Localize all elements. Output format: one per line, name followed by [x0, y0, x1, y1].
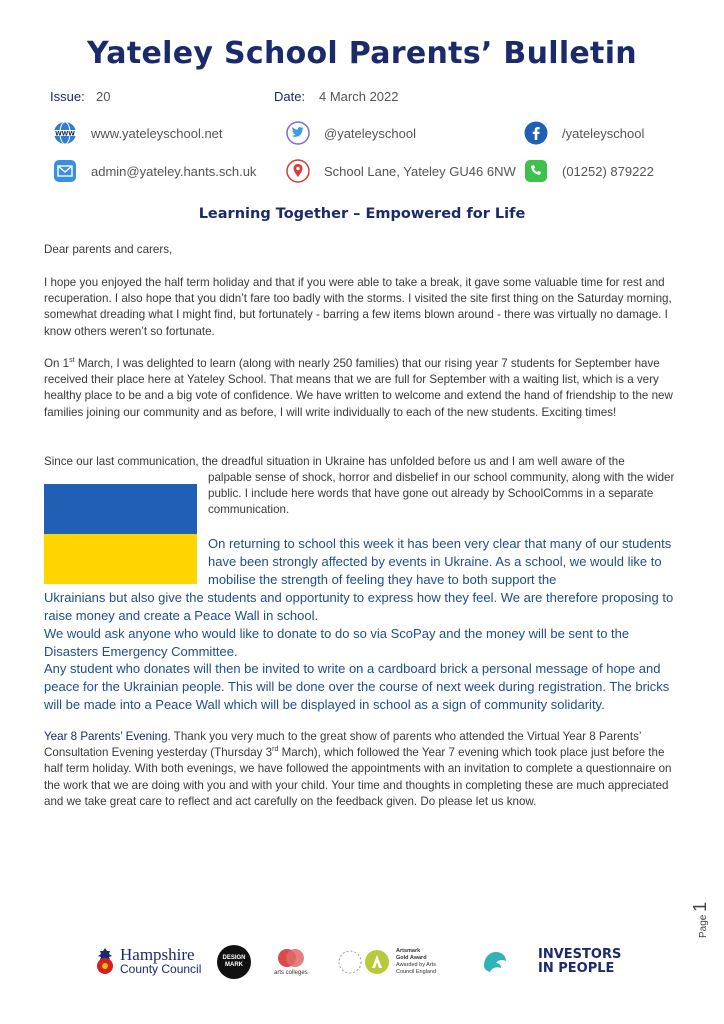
twitter-icon [286, 121, 310, 145]
page-number [690, 902, 711, 938]
twitter-text[interactable]: @yateleyschool [324, 125, 416, 141]
bulletin-title: Yateley School Parents’ Bulletin [87, 36, 637, 71]
address-contact [286, 159, 516, 183]
hampshire-logo: Hampshire County Council [94, 946, 201, 978]
design-mark-logo: DESIGN MARK [217, 945, 251, 979]
paragraph-ukraine-continued: palpable sense of shock, horror and disbelief in our school community, along with the wider public. I include here words that have gone out already by SchoolComms in a separate communication. [208, 471, 675, 517]
arts-colleges-logo: arts colleges [274, 946, 308, 976]
paragraph-half-term: I hope you enjoyed the half term holiday and that if you were able to take a break, it gave some valuable time for rest and recuperation. I also hope that you didn’t fare too badly with the storms. I visited the site first thing on the Saturday morning, somewhat dreading what I might find, but fortunately - barring a few items blown around - there was virtually no damage. I know others weren’t so fortunate. [44, 276, 672, 338]
date-label: Date: [274, 89, 306, 104]
quote-returning-to-school: On returning to school this week it has been very clear that many of our students have been strongly affected by events in Ukraine. As a school, we would like to mobilise the strength of feeling they have to both support the [208, 536, 672, 587]
phone-contact[interactable] [524, 159, 654, 183]
location-pin-icon [286, 159, 310, 183]
flag-yellow-stripe [44, 534, 197, 584]
svg-text:WWW: WWW [55, 130, 75, 138]
email-text[interactable]: admin@yateley.hants.sch.uk [91, 163, 257, 179]
website-text[interactable]: www.yateleyschool.net [91, 125, 223, 141]
greeting: Dear parents and carers, [44, 243, 173, 256]
facebook-contact[interactable] [524, 121, 644, 145]
page-label: Page [698, 914, 709, 938]
paragraph-year8-evening: Year 8 Parents’ Evening. Thank you very much to the great show of parents who attended the Virtual Year 8 Parents’ Consultation Evening yesterday (Thursday 3rd March), which followed the Year 7 evening which took place just before the half term holiday. With both evenings, we have followed the appointments with an invitation to complete a questionnaire on the work that we are doing with you and with your child. Your time and thoughts in completing these are much appreciated and we take great care to reflect and act carefully on the feedback given. Do please let us know. [44, 730, 672, 808]
page-number-value: 1 [690, 901, 710, 912]
year8-heading: Year 8 Parents’ Evening [44, 730, 168, 743]
quote-donations: We would ask anyone who would like to donate to do so via ScoPay and the money will be sent to the Disasters Emergency Committee. [44, 626, 630, 659]
footer-logos [0, 942, 724, 986]
facebook-text[interactable]: /yateleyschool [562, 125, 645, 141]
envelope-icon [53, 159, 77, 183]
issue-value: 20 [96, 89, 111, 104]
twitter-contact[interactable] [286, 121, 416, 145]
quote-peace-wall: Ukrainians but also give the students and opportunity to express how they feel. We are therefore proposing to raise money and create a Peace Wall in school. [44, 590, 674, 623]
hampshire-rose-icon [94, 946, 116, 978]
phone-text[interactable]: (01252) 879222 [562, 163, 654, 179]
facebook-icon [524, 121, 548, 145]
flag-blue-stripe [44, 484, 197, 534]
date-value: 4 March 2022 [319, 89, 399, 104]
issue-label: Issue: [50, 89, 85, 104]
artsmark-logo: Artsmark Gold Award Awarded by Arts Council England [338, 948, 450, 976]
paragraph-year7-places: On 1st March, I was delighted to learn (along with nearly 250 families) that our rising year 7 students for September have received their place here at Yateley School. That means that we are full for September with a waiting list, which is a very healthy place to be and a big vote of confidence. We have written to welcome and extend the hand of friendship to the new families joining our community and as before, I will write individually to each of the new students. Exciting times! [44, 357, 673, 419]
quote-brick-messages: Any student who donates will then be invited to write on a cardboard brick a personal message of hope and peace for the Ukrainian people. This will be done over the course of next week during registration. The bricks will be made into a Peace Wall which will be displayed in school as a sign of community solidarity. [44, 661, 670, 712]
website-contact[interactable] [53, 121, 223, 145]
ukraine-flag [44, 484, 197, 584]
globe-icon [53, 121, 77, 145]
investors-in-people-logo: INVESTORS IN PEOPLE [538, 947, 622, 976]
address-text: School Lane, Yateley GU46 6NW [324, 163, 516, 179]
phone-icon [524, 159, 548, 183]
email-contact[interactable] [53, 159, 256, 183]
school-motto: Learning Together – Empowered for Life [198, 206, 526, 222]
teal-hand-logo [478, 946, 512, 980]
paragraph-ukraine-intro: Since our last communication, the dreadful situation in Ukraine has unfolded before us and I am well aware of the [44, 455, 625, 468]
